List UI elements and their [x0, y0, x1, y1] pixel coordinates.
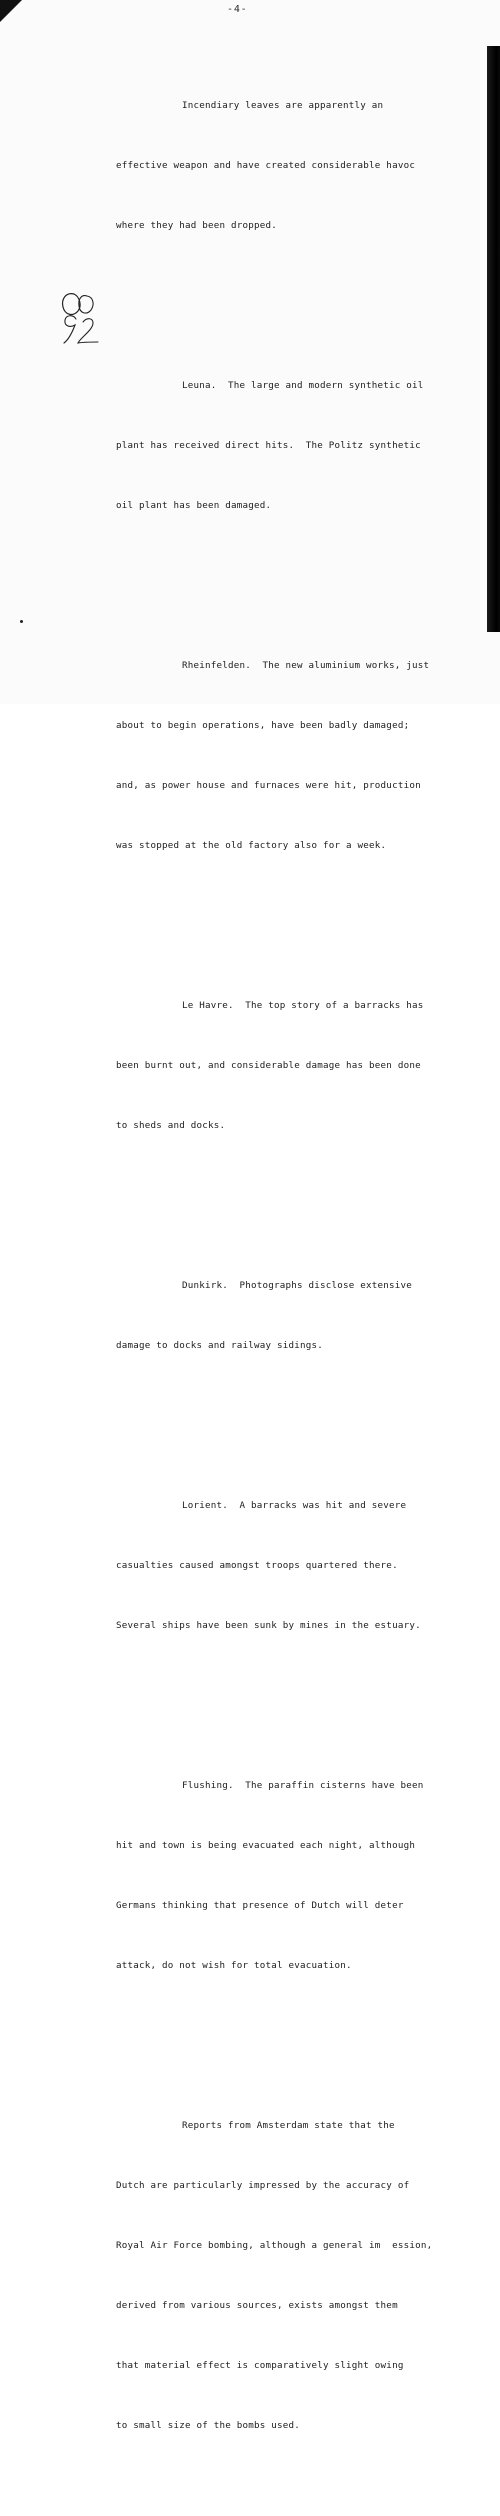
document-line: Flushing. The paraffin cisterns have been [182, 1780, 424, 1791]
paragraph-amsterdam-reports [116, 2076, 438, 2476]
document-line: Several ships have been sunk by mines in the estuary. [116, 1620, 421, 1631]
document-line: to sheds and docks. [116, 1120, 226, 1131]
document-line: been burnt out, and considerable damage has been done [116, 1060, 421, 1071]
document-line: Le Havre. The top story of a barracks has [182, 1000, 424, 1011]
document-line: about to begin operations, have been badly damaged; [116, 720, 410, 731]
document-line: Reports from Amsterdam state that the [182, 2120, 395, 2131]
document-line: and, as power house and furnaces were hit, production [116, 780, 421, 791]
document-line: to small size of the bombs used. [116, 2420, 301, 2431]
handwritten-margin-note [56, 284, 104, 346]
document-line: effective weapon and have created considerable havoc [116, 160, 416, 171]
page-edge-shadow [487, 46, 500, 632]
document-line: Germans thinking that presence of Dutch will deter [116, 1900, 404, 1911]
document-line: Royal Air Force bombing, although a general im ession, [116, 2240, 433, 2251]
document-line: was stopped at the old factory also for a week. [116, 840, 387, 851]
stray-ink-dot [20, 620, 23, 623]
typed-document-body [116, 16, 438, 2516]
paragraph-flushing [116, 1736, 438, 2016]
paragraph-leuna [116, 336, 438, 556]
document-line: plant has received direct hits. The Politz synthetic [116, 440, 421, 451]
document-line: Dutch are particularly impressed by the accuracy of [116, 2180, 410, 2191]
paragraph-dunkirk [116, 1236, 438, 1396]
paragraph-le-havre [116, 956, 438, 1176]
paragraph-incendiary-leaves [116, 56, 438, 276]
document-line: where they had been dropped. [116, 220, 278, 231]
paragraph-rheinfelden [116, 616, 438, 896]
document-line: hit and town is being evacuated each night, although [116, 1840, 416, 1851]
document-line: derived from various sources, exists amongst them [116, 2300, 398, 2311]
document-line: Rheinfelden. The new aluminium works, just [182, 660, 430, 671]
document-line: oil plant has been damaged. [116, 500, 272, 511]
page-number: -4- [227, 4, 248, 15]
corner-fold-mark [0, 0, 22, 22]
document-line: damage to docks and railway sidings. [116, 1340, 324, 1351]
paragraph-lorient [116, 1456, 438, 1676]
document-line: Lorient. A barracks was hit and severe [182, 1500, 407, 1511]
document-line: Leuna. The large and modern synthetic oil [182, 380, 424, 391]
document-line: Incendiary leaves are apparently an [182, 100, 384, 111]
document-line: casualties caused amongst troops quartered there. [116, 1560, 398, 1571]
document-line: Dunkirk. Photographs disclose extensive [182, 1280, 413, 1291]
document-line: that material effect is comparatively slight owing [116, 2360, 404, 2371]
document-line: attack, do not wish for total evacuation. [116, 1960, 352, 1971]
